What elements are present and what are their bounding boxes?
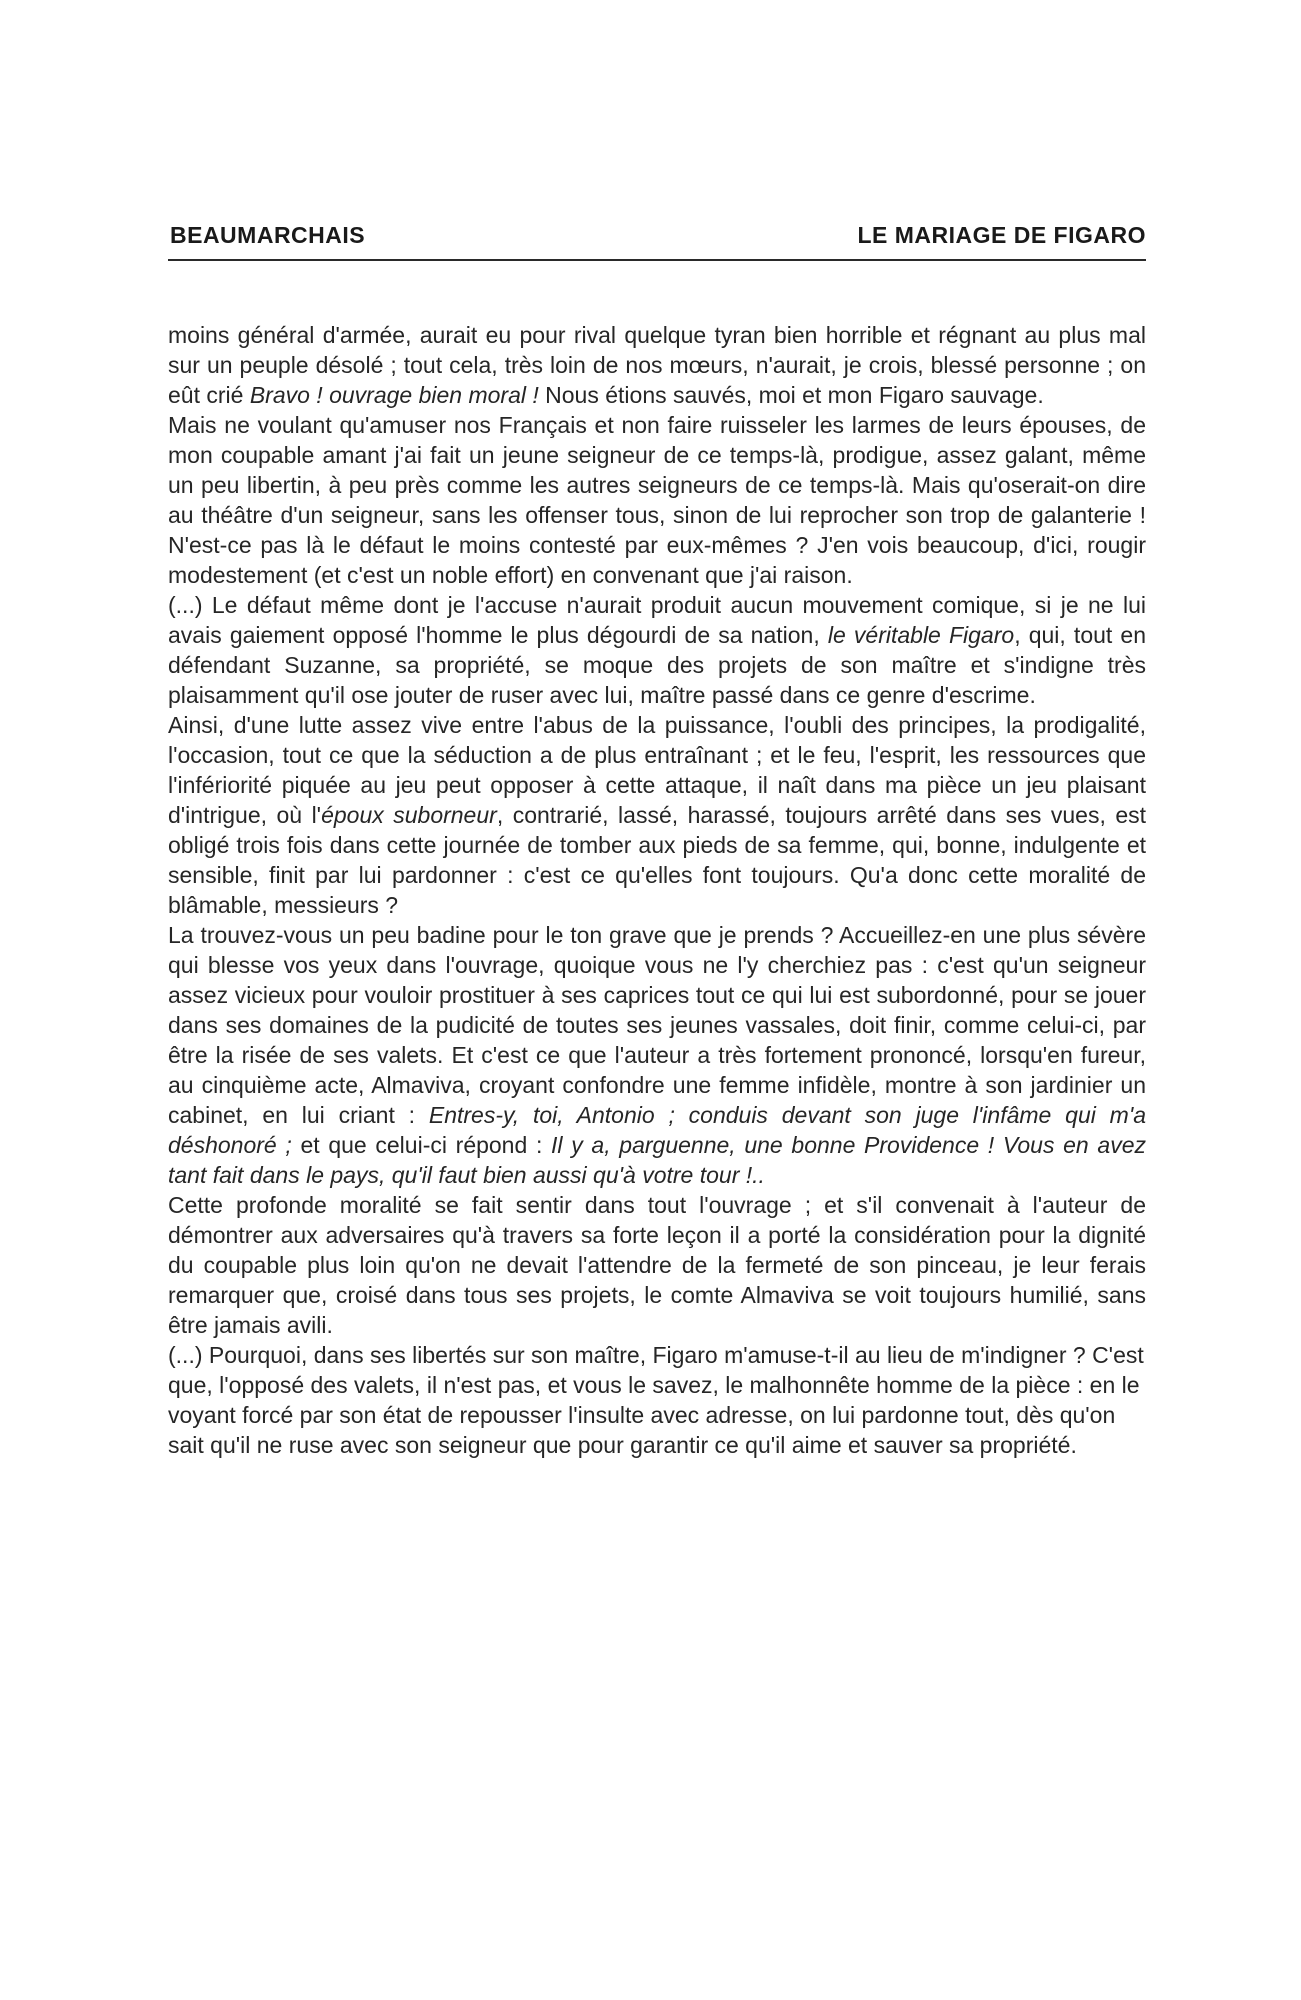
italic-run: Il y a, parguenne, une bonne Providence ! Vous en avez tant fait dans le pays, qu'il faut bien aussi qu'à votre tour !.. bbox=[168, 1132, 1146, 1188]
paragraph-3 bbox=[168, 590, 1146, 710]
text-run: , qui, tout en défendant Suzanne, sa propriété, se moque des projets de son maître et s'indigne très plaisamment qu'il ose jouter de ruser avec lui, maître passé dans ce genre d'escrime. bbox=[168, 622, 1147, 708]
paragraph-2 bbox=[168, 410, 1146, 590]
text-run: moins général d'armée, aurait eu pour rival quelque tyran bien horrible et régnant au plus mal sur un peuple désolé ; tout cela, très loin de nos mœurs, n'aurait, je crois, blessé personne ; on eût crié bbox=[168, 322, 1146, 408]
text-run: et que celui-ci répond : bbox=[291, 1132, 552, 1158]
header-rule bbox=[168, 259, 1146, 261]
text-run: Ainsi, d'une lutte assez vive entre l'abus de la puissance, l'oubli des principes, la prodigalité, l'occasion, tout ce que la séduction a de plus entraînant ; et le feu, l'esprit, les ressources que l'infériorité piquée au jeu peut opposer à cette attaque, il naît dans ma pièce un jeu plaisant d'intrigue, où l' bbox=[168, 712, 1146, 828]
paragraph-7 bbox=[168, 1340, 1146, 1460]
header-title: LE MARIAGE DE FIGARO bbox=[857, 222, 1146, 248]
italic-run: époux suborneur bbox=[321, 802, 497, 828]
paragraph-6 bbox=[168, 1190, 1146, 1340]
running-header bbox=[170, 222, 1146, 258]
text-run: Cette profonde moralité se fait sentir dans tout l'ouvrage ; et s'il convenait à l'auteur de démontrer aux adversaires qu'à travers sa forte leçon il a porté la considération pour la dignité du coupable plus loin qu'on ne devait l'attendre de la fermeté de son pinceau, je leur ferais remarquer que, croisé dans tous ses projets, le comte Almaviva se voit toujours humilié, sans être jamais avili. bbox=[168, 1192, 1146, 1338]
italic-run: Entres-y, toi, Antonio ; conduis devant son juge l'infâme qui m'a déshonoré ; bbox=[168, 1102, 1146, 1158]
header-author: BEAUMARCHAIS bbox=[170, 222, 366, 248]
paragraph-4 bbox=[168, 710, 1146, 920]
italic-run: Bravo ! ouvrage bien moral ! bbox=[249, 382, 539, 408]
italic-run: le véritable Figaro bbox=[827, 622, 1015, 648]
text-run: Nous étions sauvés, moi et mon Figaro sauvage. bbox=[538, 382, 1044, 408]
text-run: La trouvez-vous un peu badine pour le ton grave que je prends ? Accueillez-en une plus sévère qui blesse vos yeux dans l'ouvrage, quoique vous ne l'y cherchiez pas : c'est qu'un seigneur assez vicieux pour vouloir prostituer à ses caprices tout ce qui lui est subordonné, pour se jouer dans ses domaines de la pudicité de toutes ses jeunes vassales, doit finir, comme celui-ci, par être la risée de ses valets. Et c'est ce que l'auteur a très fortement prononcé, lorsqu'en fureur, au cinquième acte, Almaviva, croyant confondre une femme infidèle, montre à son jardinier un cabinet, en lui criant : bbox=[168, 922, 1146, 1128]
text-run: (...) Le défaut même dont je l'accuse n'aurait produit aucun mouvement comique, si je ne lui avais gaiement opposé l'homme le plus dégourdi de sa nation, bbox=[168, 592, 1146, 648]
text-run: (...) Pourquoi, dans ses libertés sur son maître, Figaro m'amuse-t-il au lieu de m'indigner ? C'est que, l'opposé des valets, il n'est pas, et vous le savez, le malhonnête homme de la pièce : en le voyant forcé par son état de repousser l'insulte avec adresse, on lui pardonne tout, dès qu'on sait qu'il ne ruse avec son seigneur que pour garantir ce qu'il aime et sauver sa propriété. bbox=[168, 1342, 1144, 1458]
text-run: Mais ne voulant qu'amuser nos Français et non faire ruisseler les larmes de leurs épouses, de mon coupable amant j'ai fait un jeune seigneur de ce temps-là, prodigue, assez galant, même un peu libertin, à peu près comme les autres seigneurs de ce temps-là. Mais qu'oserait-on dire au théâtre d'un seigneur, sans les offenser tous, sinon de lui reprocher son trop de galanterie ! N'est-ce pas là le défaut le moins contesté par eux-mêmes ? J'en vois beaucoup, d'ici, rougir modestement (et c'est un noble effort) en convenant que j'ai raison. bbox=[168, 412, 1146, 588]
paragraph-5 bbox=[168, 920, 1146, 1190]
text-run: , contrarié, lassé, harassé, toujours arrêté dans ses vues, est obligé trois fois dans cette journée de tomber aux pieds de sa femme, qui, bonne, indulgente et sensible, finit par lui pardonner : c'est ce qu'elles font toujours. Qu'a donc cette moralité de blâmable, messieurs ? bbox=[168, 802, 1147, 918]
body-text bbox=[168, 320, 1146, 1460]
paragraph-1 bbox=[168, 320, 1146, 410]
